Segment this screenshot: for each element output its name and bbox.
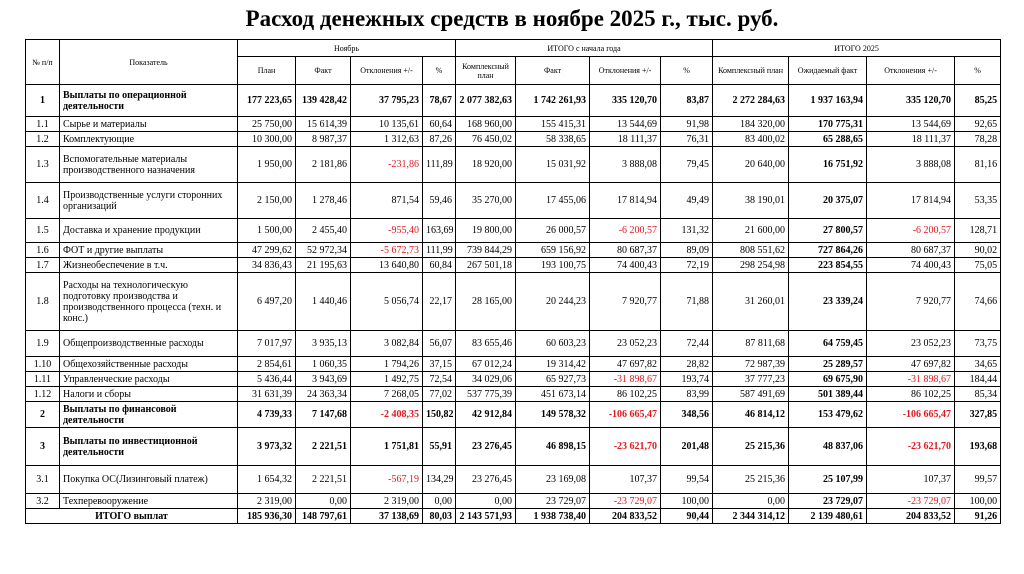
value-cell: 86 102,25: [590, 387, 661, 402]
value-cell: 184,44: [955, 372, 1001, 387]
value-cell: -23 621,70: [590, 428, 661, 466]
header-total-plan: Комплексный план: [713, 57, 789, 85]
row-label: ФОТ и другие выплаты: [60, 243, 238, 258]
value-cell: 18 920,00: [456, 147, 516, 183]
row-label: Общепроизводственные расходы: [60, 331, 238, 357]
row-number: 1.9: [26, 331, 60, 357]
row-label: Налоги и сборы: [60, 387, 238, 402]
value-cell: 74,66: [955, 273, 1001, 331]
value-cell: 71,88: [661, 273, 713, 331]
value-cell: 128,71: [955, 219, 1001, 243]
value-cell: 15 031,92: [516, 147, 590, 183]
value-cell: 0,00: [456, 494, 516, 509]
value-cell: -106 665,47: [590, 402, 661, 428]
value-cell: 87 811,68: [713, 331, 789, 357]
value-cell: 24 363,34: [296, 387, 351, 402]
value-cell: 4 739,33: [238, 402, 296, 428]
value-cell: 86 102,25: [867, 387, 955, 402]
row-number: 1.10: [26, 357, 60, 372]
value-cell: 87,26: [423, 132, 456, 147]
value-cell: 15 614,39: [296, 117, 351, 132]
value-cell: 3 935,13: [296, 331, 351, 357]
header-ytd-percent: %: [661, 57, 713, 85]
header-total-expected-fact: Ожидаемый факт: [789, 57, 867, 85]
header-nov-plan: План: [238, 57, 296, 85]
value-cell: 81,16: [955, 147, 1001, 183]
value-cell: 79,45: [661, 147, 713, 183]
value-cell: 60 603,23: [516, 331, 590, 357]
value-cell: 83 400,02: [713, 132, 789, 147]
value-cell: 1 060,35: [296, 357, 351, 372]
value-cell: 204 833,52: [590, 509, 661, 524]
value-cell: 18 111,37: [867, 132, 955, 147]
header-num: № п/п: [26, 40, 60, 85]
table-row: [26, 357, 1001, 372]
value-cell: 177 223,65: [238, 85, 296, 117]
value-cell: 168 960,00: [456, 117, 516, 132]
value-cell: 72,54: [423, 372, 456, 387]
value-cell: 25 215,36: [713, 428, 789, 466]
value-cell: 7 147,68: [296, 402, 351, 428]
value-cell: 1 492,75: [351, 372, 423, 387]
value-cell: 7 920,77: [590, 273, 661, 331]
value-cell: 201,48: [661, 428, 713, 466]
value-cell: 20 244,23: [516, 273, 590, 331]
value-cell: 23 052,23: [867, 331, 955, 357]
value-cell: 65 927,73: [516, 372, 590, 387]
value-cell: 7 920,77: [867, 273, 955, 331]
row-number: 1.12: [26, 387, 60, 402]
value-cell: 23 052,23: [590, 331, 661, 357]
total-row: [26, 509, 1001, 524]
table-row: [26, 117, 1001, 132]
value-cell: 17 814,94: [867, 183, 955, 219]
table-row: [26, 387, 1001, 402]
value-cell: 2 344 314,12: [713, 509, 789, 524]
table-row: [26, 85, 1001, 117]
value-cell: 7 268,05: [351, 387, 423, 402]
value-cell: 18 111,37: [590, 132, 661, 147]
value-cell: 2 150,00: [238, 183, 296, 219]
value-cell: 501 389,44: [789, 387, 867, 402]
value-cell: 42 912,84: [456, 402, 516, 428]
table-row: [26, 494, 1001, 509]
value-cell: 23 339,24: [789, 273, 867, 331]
value-cell: 3 973,32: [238, 428, 296, 466]
value-cell: 37 777,23: [713, 372, 789, 387]
value-cell: 92,65: [955, 117, 1001, 132]
value-cell: 2 221,51: [296, 466, 351, 494]
table-row: [26, 372, 1001, 387]
value-cell: 7 017,97: [238, 331, 296, 357]
value-cell: 80 687,37: [590, 243, 661, 258]
value-cell: 20 640,00: [713, 147, 789, 183]
value-cell: 155 415,31: [516, 117, 590, 132]
header-nov-deviation: Отклонения +/-: [351, 57, 423, 85]
value-cell: 1 950,00: [238, 147, 296, 183]
value-cell: 150,82: [423, 402, 456, 428]
value-cell: 26 000,57: [516, 219, 590, 243]
value-cell: 47 299,62: [238, 243, 296, 258]
value-cell: 90,02: [955, 243, 1001, 258]
value-cell: 31 631,39: [238, 387, 296, 402]
value-cell: 184 320,00: [713, 117, 789, 132]
row-label: Вспомогательные материалы производственного назначения: [60, 147, 238, 183]
row-label: Управленческие расходы: [60, 372, 238, 387]
row-number: 1.5: [26, 219, 60, 243]
value-cell: 1 937 163,94: [789, 85, 867, 117]
header-total-deviation: Отклонения +/-: [867, 57, 955, 85]
table-row: [26, 273, 1001, 331]
row-number: 1.6: [26, 243, 60, 258]
value-cell: 2 077 382,63: [456, 85, 516, 117]
value-cell: 20 375,07: [789, 183, 867, 219]
value-cell: 1 440,46: [296, 273, 351, 331]
value-cell: 23 276,45: [456, 466, 516, 494]
value-cell: -23 729,07: [590, 494, 661, 509]
value-cell: 60,64: [423, 117, 456, 132]
value-cell: 6 497,20: [238, 273, 296, 331]
value-cell: 23 729,07: [516, 494, 590, 509]
value-cell: 23 169,08: [516, 466, 590, 494]
value-cell: 5 436,44: [238, 372, 296, 387]
value-cell: 1 312,63: [351, 132, 423, 147]
value-cell: 3 888,08: [867, 147, 955, 183]
row-number: 1.4: [26, 183, 60, 219]
value-cell: 69 675,90: [789, 372, 867, 387]
row-number: 1.2: [26, 132, 60, 147]
value-cell: 327,85: [955, 402, 1001, 428]
value-cell: 74 400,43: [867, 258, 955, 273]
value-cell: 1 794,26: [351, 357, 423, 372]
value-cell: 100,00: [955, 494, 1001, 509]
table-row: [26, 466, 1001, 494]
value-cell: 27 800,57: [789, 219, 867, 243]
table-row: [26, 183, 1001, 219]
value-cell: 267 501,18: [456, 258, 516, 273]
header-ytd-fact: Факт: [516, 57, 590, 85]
value-cell: 72,44: [661, 331, 713, 357]
row-number: 1.3: [26, 147, 60, 183]
value-cell: 99,54: [661, 466, 713, 494]
value-cell: 3 943,69: [296, 372, 351, 387]
value-cell: 49,49: [661, 183, 713, 219]
header-group-ytd: ИТОГО с начала года: [456, 40, 713, 57]
table-row: [26, 258, 1001, 273]
value-cell: 25 107,99: [789, 466, 867, 494]
value-cell: 83 655,46: [456, 331, 516, 357]
row-label: Общехозяйственные расходы: [60, 357, 238, 372]
value-cell: 47 697,82: [867, 357, 955, 372]
value-cell: 77,02: [423, 387, 456, 402]
value-cell: 80 687,37: [867, 243, 955, 258]
value-cell: 107,37: [590, 466, 661, 494]
value-cell: 48 837,06: [789, 428, 867, 466]
row-number: 3.1: [26, 466, 60, 494]
value-cell: -231,86: [351, 147, 423, 183]
header-nov-fact: Факт: [296, 57, 351, 85]
value-cell: 1 654,32: [238, 466, 296, 494]
value-cell: 134,29: [423, 466, 456, 494]
header-ytd-deviation: Отклонения +/-: [590, 57, 661, 85]
value-cell: 21 600,00: [713, 219, 789, 243]
value-cell: -955,40: [351, 219, 423, 243]
value-cell: 1 751,81: [351, 428, 423, 466]
table-row: [26, 132, 1001, 147]
value-cell: 37 138,69: [351, 509, 423, 524]
value-cell: 0,00: [713, 494, 789, 509]
value-cell: 25 750,00: [238, 117, 296, 132]
value-cell: 37 795,23: [351, 85, 423, 117]
value-cell: 2 139 480,61: [789, 509, 867, 524]
value-cell: 10 135,61: [351, 117, 423, 132]
value-cell: 223 854,55: [789, 258, 867, 273]
row-label: Комплектующие: [60, 132, 238, 147]
value-cell: 65 288,65: [789, 132, 867, 147]
page-title: Расход денежных средств в ноябре 2025 г., тыс. руб.: [245, 6, 779, 31]
row-label: Покупка ОС(Лизинговый платеж): [60, 466, 238, 494]
value-cell: 35 270,00: [456, 183, 516, 219]
value-cell: 19 800,00: [456, 219, 516, 243]
value-cell: 148 797,61: [296, 509, 351, 524]
value-cell: 153 479,62: [789, 402, 867, 428]
value-cell: 537 775,39: [456, 387, 516, 402]
value-cell: 0,00: [296, 494, 351, 509]
value-cell: 298 254,98: [713, 258, 789, 273]
value-cell: 28,82: [661, 357, 713, 372]
value-cell: 78,28: [955, 132, 1001, 147]
row-number: 1.1: [26, 117, 60, 132]
value-cell: 2 319,00: [351, 494, 423, 509]
value-cell: -106 665,47: [867, 402, 955, 428]
value-cell: 193,68: [955, 428, 1001, 466]
value-cell: 47 697,82: [590, 357, 661, 372]
value-cell: 73,75: [955, 331, 1001, 357]
value-cell: 83,87: [661, 85, 713, 117]
value-cell: 34,65: [955, 357, 1001, 372]
header-ytd-plan: Комплексный план: [456, 57, 516, 85]
value-cell: 8 987,37: [296, 132, 351, 147]
value-cell: 2 181,86: [296, 147, 351, 183]
value-cell: 2 272 284,63: [713, 85, 789, 117]
value-cell: 85,25: [955, 85, 1001, 117]
table-row: [26, 331, 1001, 357]
row-number: 1.11: [26, 372, 60, 387]
row-label: Расходы на технологическую подготовку производства и производственного процесса (техн. и конс.): [60, 273, 238, 331]
row-label: Доставка и хранение продукции: [60, 219, 238, 243]
table-row: [26, 428, 1001, 466]
row-number: 1.7: [26, 258, 60, 273]
row-label: Сырье и материалы: [60, 117, 238, 132]
value-cell: 34 836,43: [238, 258, 296, 273]
row-label: ИТОГО выплат: [26, 509, 238, 524]
value-cell: 3 082,84: [351, 331, 423, 357]
table-row: [26, 219, 1001, 243]
value-cell: 2 319,00: [238, 494, 296, 509]
value-cell: 348,56: [661, 402, 713, 428]
value-cell: 74 400,43: [590, 258, 661, 273]
value-cell: 64 759,45: [789, 331, 867, 357]
value-cell: 38 190,01: [713, 183, 789, 219]
value-cell: 2 143 571,93: [456, 509, 516, 524]
value-cell: 46 898,15: [516, 428, 590, 466]
value-cell: -31 898,67: [867, 372, 955, 387]
value-cell: 91,98: [661, 117, 713, 132]
value-cell: 76 450,02: [456, 132, 516, 147]
value-cell: -31 898,67: [590, 372, 661, 387]
row-number: 3.2: [26, 494, 60, 509]
value-cell: 60,84: [423, 258, 456, 273]
value-cell: 1 278,46: [296, 183, 351, 219]
value-cell: 149 578,32: [516, 402, 590, 428]
value-cell: 85,34: [955, 387, 1001, 402]
value-cell: 90,44: [661, 509, 713, 524]
value-cell: 100,00: [661, 494, 713, 509]
table-row: [26, 147, 1001, 183]
value-cell: 23 276,45: [456, 428, 516, 466]
header-nov-percent: %: [423, 57, 456, 85]
value-cell: 193,74: [661, 372, 713, 387]
header-indicator: Показатель: [60, 40, 238, 85]
value-cell: 10 300,00: [238, 132, 296, 147]
value-cell: 56,07: [423, 331, 456, 357]
table-row: [26, 402, 1001, 428]
value-cell: 139 428,42: [296, 85, 351, 117]
row-label: Выплаты по финансовой деятельности: [60, 402, 238, 428]
value-cell: -6 200,57: [867, 219, 955, 243]
value-cell: 185 936,30: [238, 509, 296, 524]
value-cell: 23 729,07: [789, 494, 867, 509]
expense-table: [25, 39, 1001, 524]
value-cell: 871,54: [351, 183, 423, 219]
value-cell: 0,00: [423, 494, 456, 509]
value-cell: 1 500,00: [238, 219, 296, 243]
row-number: 3: [26, 428, 60, 466]
value-cell: 59,46: [423, 183, 456, 219]
value-cell: 72,19: [661, 258, 713, 273]
value-cell: 58 338,65: [516, 132, 590, 147]
table-body: [26, 85, 1001, 524]
value-cell: 99,57: [955, 466, 1001, 494]
value-cell: 13 544,69: [590, 117, 661, 132]
value-cell: 78,67: [423, 85, 456, 117]
value-cell: 21 195,63: [296, 258, 351, 273]
value-cell: 25 215,36: [713, 466, 789, 494]
value-cell: 13 544,69: [867, 117, 955, 132]
row-number: 2: [26, 402, 60, 428]
value-cell: 53,35: [955, 183, 1001, 219]
value-cell: 28 165,00: [456, 273, 516, 331]
value-cell: 3 888,08: [590, 147, 661, 183]
value-cell: 91,26: [955, 509, 1001, 524]
row-label: Выплаты по инвестиционной деятельности: [60, 428, 238, 466]
value-cell: 808 551,62: [713, 243, 789, 258]
value-cell: 75,05: [955, 258, 1001, 273]
value-cell: 451 673,14: [516, 387, 590, 402]
value-cell: 19 314,42: [516, 357, 590, 372]
value-cell: 72 987,39: [713, 357, 789, 372]
value-cell: 34 029,06: [456, 372, 516, 387]
value-cell: 204 833,52: [867, 509, 955, 524]
value-cell: 16 751,92: [789, 147, 867, 183]
row-number: 1: [26, 85, 60, 117]
table-row: [26, 243, 1001, 258]
value-cell: 1 742 261,93: [516, 85, 590, 117]
value-cell: -6 200,57: [590, 219, 661, 243]
value-cell: 335 120,70: [590, 85, 661, 117]
value-cell: 2 455,40: [296, 219, 351, 243]
value-cell: 5 056,74: [351, 273, 423, 331]
value-cell: 163,69: [423, 219, 456, 243]
value-cell: 2 221,51: [296, 428, 351, 466]
value-cell: 193 100,75: [516, 258, 590, 273]
row-label: Производственные услуги сторонних организаций: [60, 183, 238, 219]
value-cell: 659 156,92: [516, 243, 590, 258]
value-cell: -23 729,07: [867, 494, 955, 509]
header-group-november: Ноябрь: [238, 40, 456, 57]
value-cell: 80,03: [423, 509, 456, 524]
row-label: Выплаты по операционной деятельности: [60, 85, 238, 117]
value-cell: 587 491,69: [713, 387, 789, 402]
header-total-percent: %: [955, 57, 1001, 85]
value-cell: 170 775,31: [789, 117, 867, 132]
value-cell: 17 814,94: [590, 183, 661, 219]
value-cell: 76,31: [661, 132, 713, 147]
row-number: 1.8: [26, 273, 60, 331]
value-cell: 67 012,24: [456, 357, 516, 372]
value-cell: 83,99: [661, 387, 713, 402]
value-cell: 111,89: [423, 147, 456, 183]
value-cell: -567,19: [351, 466, 423, 494]
value-cell: -2 408,35: [351, 402, 423, 428]
value-cell: 739 844,29: [456, 243, 516, 258]
value-cell: 107,37: [867, 466, 955, 494]
value-cell: 22,17: [423, 273, 456, 331]
value-cell: 1 938 738,40: [516, 509, 590, 524]
value-cell: 335 120,70: [867, 85, 955, 117]
value-cell: 2 854,61: [238, 357, 296, 372]
value-cell: -5 672,73: [351, 243, 423, 258]
value-cell: 46 814,12: [713, 402, 789, 428]
value-cell: 13 640,80: [351, 258, 423, 273]
value-cell: 31 260,01: [713, 273, 789, 331]
value-cell: 37,15: [423, 357, 456, 372]
value-cell: 111,99: [423, 243, 456, 258]
value-cell: 55,91: [423, 428, 456, 466]
value-cell: 52 972,34: [296, 243, 351, 258]
row-label: Техперевооружение: [60, 494, 238, 509]
value-cell: 131,32: [661, 219, 713, 243]
value-cell: 89,09: [661, 243, 713, 258]
value-cell: 727 864,26: [789, 243, 867, 258]
value-cell: 25 289,57: [789, 357, 867, 372]
value-cell: 17 455,06: [516, 183, 590, 219]
header-group-total-2025: ИТОГО 2025: [713, 40, 1001, 57]
row-label: Жизнеобеспечение в т.ч.: [60, 258, 238, 273]
value-cell: -23 621,70: [867, 428, 955, 466]
